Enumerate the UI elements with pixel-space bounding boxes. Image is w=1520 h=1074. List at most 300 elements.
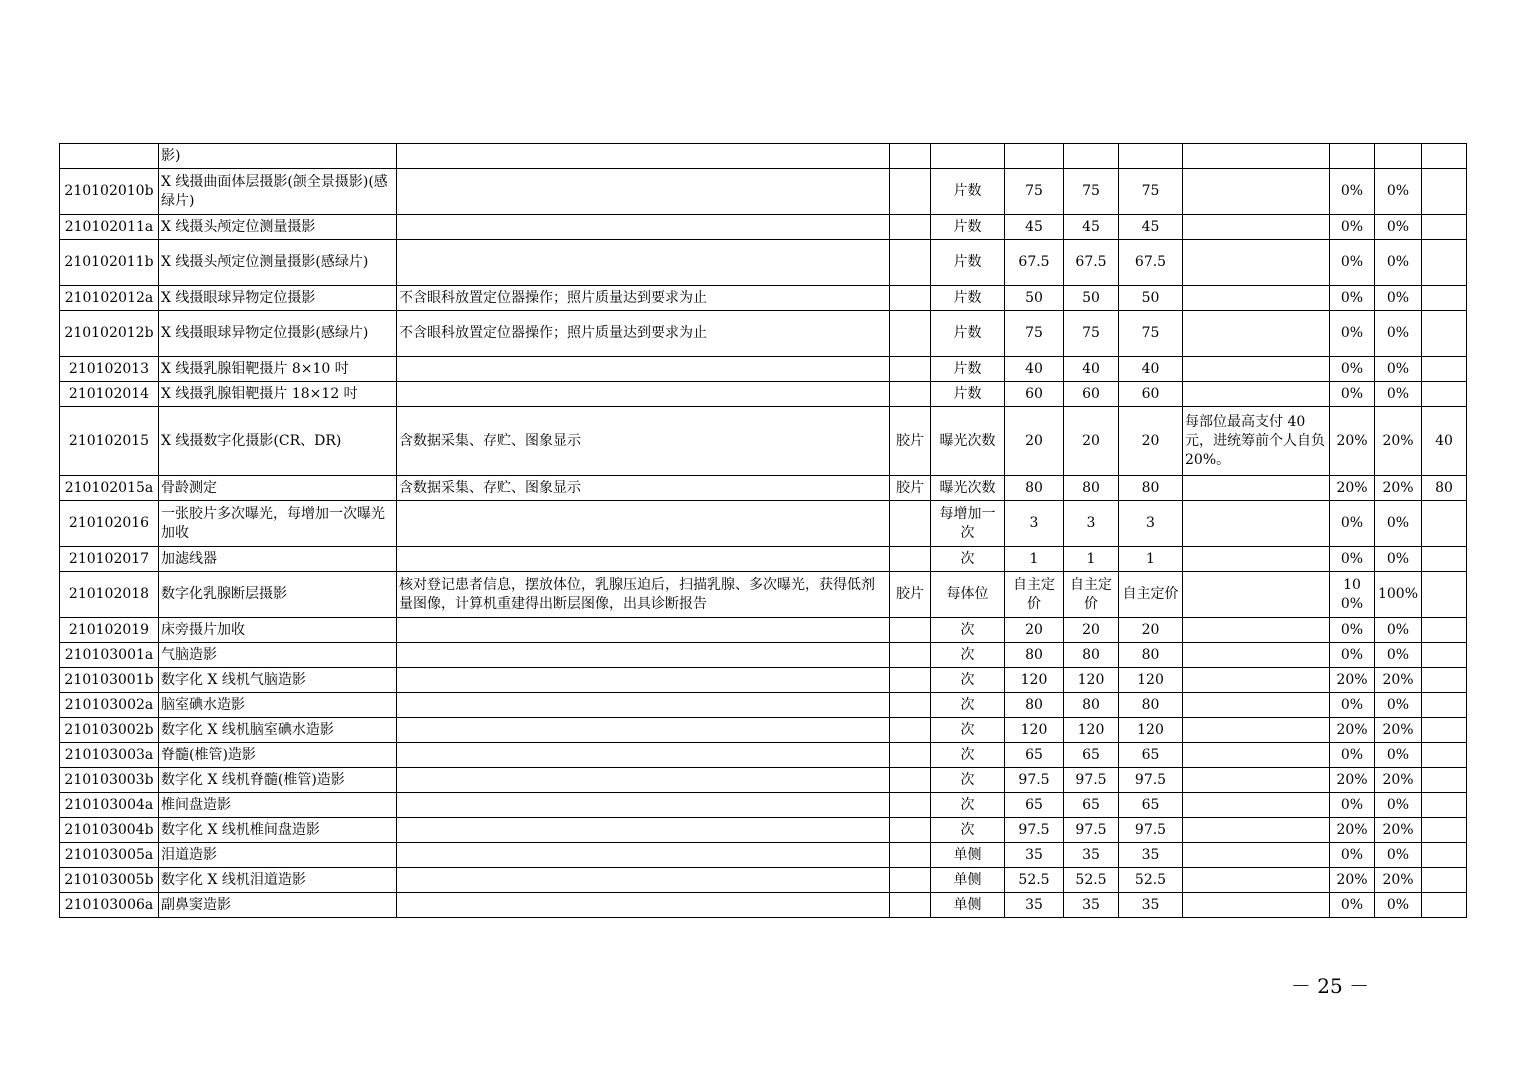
item-code-cell: 210103002a	[60, 693, 159, 718]
table-row	[60, 215, 1467, 240]
price-1-cell: 80	[1005, 643, 1064, 668]
item-name-cell: X 线摄数字化摄影(CR、DR)	[159, 407, 397, 476]
item-note-cell	[1183, 693, 1330, 718]
item-content-cell: 含数据采集、存贮、图象显示	[397, 476, 890, 501]
price-1-cell: 20	[1005, 407, 1064, 476]
item-name-cell: 脊髓(椎管)造影	[159, 743, 397, 768]
item-name-cell: 一张胶片多次曝光，每增加一次曝光加收	[159, 501, 397, 547]
ratio-2-cell: 0%	[1375, 382, 1422, 407]
table-row	[60, 843, 1467, 868]
item-unit-cell: 次	[931, 768, 1005, 793]
item-content-cell	[397, 768, 890, 793]
ratio-2-cell: 0%	[1375, 240, 1422, 286]
table-row	[60, 144, 1467, 169]
ratio-2-cell: 0%	[1375, 357, 1422, 382]
table-row	[60, 643, 1467, 668]
price-2-cell: 120	[1064, 718, 1119, 743]
item-unit-cell: 次	[931, 693, 1005, 718]
limit-cell	[1422, 743, 1467, 768]
table-row	[60, 357, 1467, 382]
item-code-cell: 210102018	[60, 572, 159, 618]
price-3-cell: 1	[1119, 547, 1183, 572]
price-3-cell: 45	[1119, 215, 1183, 240]
item-name-cell: X 线摄头颅定位测量摄影(感绿片)	[159, 240, 397, 286]
limit-cell	[1422, 382, 1467, 407]
price-3-cell: 97.5	[1119, 768, 1183, 793]
price-3-cell: 35	[1119, 893, 1183, 918]
ratio-2-cell: 20%	[1375, 476, 1422, 501]
price-1-cell: 1	[1005, 547, 1064, 572]
ratio-2-cell: 0%	[1375, 693, 1422, 718]
item-content-cell: 含数据采集、存贮、图象显示	[397, 407, 890, 476]
price-2-cell: 120	[1064, 668, 1119, 693]
item-unit-cell: 每体位	[931, 572, 1005, 618]
item-name-cell: 副鼻窦造影	[159, 893, 397, 918]
price-2-cell: 52.5	[1064, 868, 1119, 893]
item-note-cell	[1183, 843, 1330, 868]
item-name-cell: 床旁摄片加收	[159, 618, 397, 643]
item-content-cell	[397, 547, 890, 572]
item-unit-cell: 次	[931, 718, 1005, 743]
ratio-2-cell: 0%	[1375, 169, 1422, 215]
item-note-cell	[1183, 643, 1330, 668]
item-note-cell	[1183, 818, 1330, 843]
item-unit-cell: 次	[931, 668, 1005, 693]
table-row	[60, 618, 1467, 643]
item-note-cell	[1183, 476, 1330, 501]
price-3-cell: 120	[1119, 718, 1183, 743]
item-unit-cell: 次	[931, 743, 1005, 768]
item-exclude-cell	[890, 169, 931, 215]
item-name-cell: 气脑造影	[159, 643, 397, 668]
item-unit-cell: 片数	[931, 169, 1005, 215]
table-row	[60, 240, 1467, 286]
item-code-cell: 210102017	[60, 547, 159, 572]
price-3-cell: 65	[1119, 743, 1183, 768]
item-content-cell: 不含眼科放置定位器操作；照片质量达到要求为止	[397, 311, 890, 357]
item-name-cell: X 线摄乳腺钼靶摄片 8×10 吋	[159, 357, 397, 382]
item-content-cell	[397, 693, 890, 718]
price-1-cell: 35	[1005, 893, 1064, 918]
price-1-cell: 97.5	[1005, 818, 1064, 843]
ratio-2-cell	[1375, 144, 1422, 169]
price-1-cell: 50	[1005, 286, 1064, 311]
ratio-2-cell: 20%	[1375, 868, 1422, 893]
item-content-cell	[397, 357, 890, 382]
limit-cell	[1422, 793, 1467, 818]
ratio-1-cell: 100%	[1330, 572, 1375, 618]
ratio-1-cell: 0%	[1330, 169, 1375, 215]
price-3-cell: 35	[1119, 843, 1183, 868]
item-unit-cell: 每增加一次	[931, 501, 1005, 547]
item-exclude-cell	[890, 215, 931, 240]
item-name-cell: 数字化 X 线机泪道造影	[159, 868, 397, 893]
item-code-cell: 210102015a	[60, 476, 159, 501]
table-row	[60, 572, 1467, 618]
item-exclude-cell	[890, 240, 931, 286]
ratio-1-cell: 0%	[1330, 382, 1375, 407]
table-row	[60, 407, 1467, 476]
price-3-cell: 80	[1119, 693, 1183, 718]
price-2-cell: 80	[1064, 693, 1119, 718]
limit-cell	[1422, 240, 1467, 286]
item-code-cell: 210102012a	[60, 286, 159, 311]
item-content-cell	[397, 893, 890, 918]
price-2-cell: 65	[1064, 793, 1119, 818]
item-name-cell: 泪道造影	[159, 843, 397, 868]
ratio-1-cell: 0%	[1330, 643, 1375, 668]
item-content-cell	[397, 215, 890, 240]
item-unit-cell: 单侧	[931, 843, 1005, 868]
item-content-cell	[397, 240, 890, 286]
item-note-cell	[1183, 793, 1330, 818]
ratio-2-cell: 20%	[1375, 718, 1422, 743]
item-note-cell	[1183, 547, 1330, 572]
price-2-cell: 80	[1064, 476, 1119, 501]
price-1-cell: 120	[1005, 718, 1064, 743]
item-exclude-cell	[890, 743, 931, 768]
item-name-cell: X 线摄曲面体层摄影(颌全景摄影)(感绿片)	[159, 169, 397, 215]
item-code-cell: 210103005b	[60, 868, 159, 893]
ratio-1-cell: 20%	[1330, 818, 1375, 843]
item-note-cell	[1183, 743, 1330, 768]
price-1-cell: 80	[1005, 693, 1064, 718]
item-exclude-cell	[890, 693, 931, 718]
item-code-cell: 210103005a	[60, 843, 159, 868]
item-code-cell: 210102011b	[60, 240, 159, 286]
item-name-cell: 加滤线器	[159, 547, 397, 572]
item-unit-cell: 单侧	[931, 893, 1005, 918]
price-3-cell: 75	[1119, 169, 1183, 215]
ratio-2-cell: 0%	[1375, 215, 1422, 240]
item-code-cell: 210103002b	[60, 718, 159, 743]
price-2-cell: 20	[1064, 618, 1119, 643]
price-1-cell: 65	[1005, 743, 1064, 768]
price-table	[59, 143, 1467, 918]
item-exclude-cell	[890, 618, 931, 643]
limit-cell	[1422, 643, 1467, 668]
price-3-cell: 50	[1119, 286, 1183, 311]
item-content-cell	[397, 793, 890, 818]
item-name-cell: 数字化 X 线机气脑造影	[159, 668, 397, 693]
price-1-cell: 67.5	[1005, 240, 1064, 286]
item-code-cell: 210103003a	[60, 743, 159, 768]
price-2-cell: 67.5	[1064, 240, 1119, 286]
ratio-2-cell: 20%	[1375, 818, 1422, 843]
ratio-1-cell: 0%	[1330, 501, 1375, 547]
ratio-1-cell: 0%	[1330, 286, 1375, 311]
price-2-cell: 75	[1064, 169, 1119, 215]
item-content-cell: 核对登记患者信息，摆放体位，乳腺压迫后，扫描乳腺、多次曝光，获得低剂量图像，计算机重建得出断层图像，出具诊断报告	[397, 572, 890, 618]
item-unit-cell: 次	[931, 547, 1005, 572]
ratio-1-cell: 0%	[1330, 618, 1375, 643]
item-exclude-cell	[890, 843, 931, 868]
ratio-2-cell: 0%	[1375, 286, 1422, 311]
ratio-2-cell: 0%	[1375, 843, 1422, 868]
limit-cell: 40	[1422, 407, 1467, 476]
limit-cell	[1422, 547, 1467, 572]
price-1-cell	[1005, 144, 1064, 169]
price-2-cell: 1	[1064, 547, 1119, 572]
ratio-1-cell: 0%	[1330, 240, 1375, 286]
item-note-cell	[1183, 169, 1330, 215]
item-exclude-cell	[890, 718, 931, 743]
item-name-cell: X 线摄乳腺钼靶摄片 18×12 吋	[159, 382, 397, 407]
item-note-cell	[1183, 311, 1330, 357]
ratio-2-cell: 0%	[1375, 793, 1422, 818]
item-code-cell: 210102013	[60, 357, 159, 382]
ratio-1-cell	[1330, 144, 1375, 169]
item-note-cell	[1183, 768, 1330, 793]
price-3-cell: 97.5	[1119, 818, 1183, 843]
item-note-cell	[1183, 893, 1330, 918]
item-code-cell: 210103004a	[60, 793, 159, 818]
item-name-cell: 椎间盘造影	[159, 793, 397, 818]
ratio-2-cell: 20%	[1375, 668, 1422, 693]
item-unit-cell: 单侧	[931, 868, 1005, 893]
ratio-1-cell: 0%	[1330, 693, 1375, 718]
item-note-cell	[1183, 286, 1330, 311]
ratio-2-cell: 0%	[1375, 547, 1422, 572]
item-code-cell: 210103006a	[60, 893, 159, 918]
table-row	[60, 501, 1467, 547]
price-2-cell: 97.5	[1064, 768, 1119, 793]
price-2-cell: 80	[1064, 643, 1119, 668]
limit-cell	[1422, 311, 1467, 357]
price-1-cell: 75	[1005, 169, 1064, 215]
limit-cell	[1422, 668, 1467, 693]
item-unit-cell: 次	[931, 818, 1005, 843]
ratio-1-cell: 0%	[1330, 743, 1375, 768]
limit-cell	[1422, 286, 1467, 311]
item-note-cell	[1183, 382, 1330, 407]
item-content-cell	[397, 743, 890, 768]
limit-cell	[1422, 843, 1467, 868]
price-2-cell: 75	[1064, 311, 1119, 357]
table-row	[60, 693, 1467, 718]
item-note-cell	[1183, 572, 1330, 618]
item-content-cell	[397, 643, 890, 668]
price-2-cell: 3	[1064, 501, 1119, 547]
item-exclude-cell	[890, 357, 931, 382]
item-content-cell	[397, 818, 890, 843]
price-1-cell: 80	[1005, 476, 1064, 501]
item-exclude-cell	[890, 868, 931, 893]
ratio-2-cell: 0%	[1375, 501, 1422, 547]
item-content-cell	[397, 382, 890, 407]
limit-cell: 80	[1422, 476, 1467, 501]
item-name-cell: X 线摄头颅定位测量摄影	[159, 215, 397, 240]
limit-cell	[1422, 868, 1467, 893]
ratio-1-cell: 0%	[1330, 843, 1375, 868]
item-code-cell: 210102014	[60, 382, 159, 407]
item-unit-cell: 片数	[931, 240, 1005, 286]
item-name-cell: 数字化 X 线机脑室碘水造影	[159, 718, 397, 743]
item-code-cell: 210102016	[60, 501, 159, 547]
price-3-cell: 20	[1119, 618, 1183, 643]
table-row	[60, 818, 1467, 843]
item-exclude-cell	[890, 893, 931, 918]
item-name-cell: 数字化 X 线机椎间盘造影	[159, 818, 397, 843]
ratio-1-cell: 20%	[1330, 768, 1375, 793]
item-code-cell: 210102011a	[60, 215, 159, 240]
price-1-cell: 65	[1005, 793, 1064, 818]
item-content-cell	[397, 843, 890, 868]
item-note-cell	[1183, 868, 1330, 893]
item-note-cell	[1183, 718, 1330, 743]
item-note-cell	[1183, 240, 1330, 286]
price-3-cell: 自主定价	[1119, 572, 1183, 618]
price-3-cell: 52.5	[1119, 868, 1183, 893]
ratio-1-cell: 20%	[1330, 668, 1375, 693]
limit-cell	[1422, 718, 1467, 743]
item-content-cell	[397, 501, 890, 547]
price-1-cell: 75	[1005, 311, 1064, 357]
ratio-1-cell: 20%	[1330, 407, 1375, 476]
item-name-cell: 影)	[159, 144, 397, 169]
item-note-cell: 每部位最高支付 40 元，进统筹前个人自负 20%。	[1183, 407, 1330, 476]
item-code-cell: 210103001b	[60, 668, 159, 693]
ratio-1-cell: 0%	[1330, 357, 1375, 382]
table-row	[60, 793, 1467, 818]
limit-cell	[1422, 572, 1467, 618]
price-3-cell: 3	[1119, 501, 1183, 547]
item-code-cell: 210103003b	[60, 768, 159, 793]
limit-cell	[1422, 169, 1467, 215]
table-row	[60, 718, 1467, 743]
item-name-cell: 数字化乳腺断层摄影	[159, 572, 397, 618]
ratio-1-cell: 0%	[1330, 893, 1375, 918]
limit-cell	[1422, 144, 1467, 169]
item-code-cell	[60, 144, 159, 169]
ratio-2-cell: 0%	[1375, 893, 1422, 918]
page-number: － 25 －	[1290, 974, 1370, 998]
item-note-cell	[1183, 501, 1330, 547]
table-row	[60, 382, 1467, 407]
ratio-1-cell: 0%	[1330, 547, 1375, 572]
limit-cell	[1422, 357, 1467, 382]
price-3-cell: 20	[1119, 407, 1183, 476]
price-2-cell: 自主定价	[1064, 572, 1119, 618]
item-exclude-cell	[890, 818, 931, 843]
item-unit-cell: 次	[931, 793, 1005, 818]
ratio-1-cell: 20%	[1330, 868, 1375, 893]
price-2-cell: 50	[1064, 286, 1119, 311]
price-1-cell: 20	[1005, 618, 1064, 643]
ratio-1-cell: 20%	[1330, 718, 1375, 743]
item-code-cell: 210102015	[60, 407, 159, 476]
ratio-1-cell: 0%	[1330, 215, 1375, 240]
item-exclude-cell	[890, 643, 931, 668]
table-row	[60, 768, 1467, 793]
item-unit-cell: 曝光次数	[931, 407, 1005, 476]
table-row	[60, 893, 1467, 918]
item-content-cell	[397, 668, 890, 693]
ratio-1-cell: 0%	[1330, 311, 1375, 357]
table-row	[60, 476, 1467, 501]
table-row	[60, 868, 1467, 893]
item-unit-cell: 片数	[931, 382, 1005, 407]
item-exclude-cell: 胶片	[890, 572, 931, 618]
limit-cell	[1422, 501, 1467, 547]
price-3-cell: 60	[1119, 382, 1183, 407]
item-content-cell: 不含眼科放置定位器操作；照片质量达到要求为止	[397, 286, 890, 311]
item-note-cell	[1183, 215, 1330, 240]
table-row	[60, 743, 1467, 768]
price-3-cell: 65	[1119, 793, 1183, 818]
price-1-cell: 52.5	[1005, 868, 1064, 893]
item-exclude-cell	[890, 286, 931, 311]
item-content-cell	[397, 144, 890, 169]
price-1-cell: 3	[1005, 501, 1064, 547]
item-name-cell: 骨龄测定	[159, 476, 397, 501]
item-unit-cell: 片数	[931, 215, 1005, 240]
item-note-cell	[1183, 144, 1330, 169]
ratio-2-cell: 0%	[1375, 643, 1422, 668]
price-3-cell: 75	[1119, 311, 1183, 357]
price-3-cell: 40	[1119, 357, 1183, 382]
item-unit-cell: 曝光次数	[931, 476, 1005, 501]
price-2-cell: 35	[1064, 843, 1119, 868]
item-exclude-cell	[890, 382, 931, 407]
ratio-2-cell: 0%	[1375, 618, 1422, 643]
price-2-cell	[1064, 144, 1119, 169]
item-unit-cell	[931, 144, 1005, 169]
item-name-cell: X 线摄眼球异物定位摄影(感绿片)	[159, 311, 397, 357]
price-3-cell: 120	[1119, 668, 1183, 693]
item-unit-cell: 片数	[931, 311, 1005, 357]
item-unit-cell: 片数	[931, 357, 1005, 382]
price-2-cell: 97.5	[1064, 818, 1119, 843]
ratio-2-cell: 0%	[1375, 743, 1422, 768]
item-unit-cell: 次	[931, 618, 1005, 643]
item-note-cell	[1183, 618, 1330, 643]
price-1-cell: 60	[1005, 382, 1064, 407]
item-code-cell: 210102019	[60, 618, 159, 643]
item-exclude-cell	[890, 501, 931, 547]
limit-cell	[1422, 768, 1467, 793]
price-2-cell: 20	[1064, 407, 1119, 476]
item-code-cell: 210103004b	[60, 818, 159, 843]
item-exclude-cell	[890, 768, 931, 793]
limit-cell	[1422, 215, 1467, 240]
item-name-cell: 脑室碘水造影	[159, 693, 397, 718]
item-note-cell	[1183, 668, 1330, 693]
item-code-cell: 210102012b	[60, 311, 159, 357]
price-3-cell: 67.5	[1119, 240, 1183, 286]
price-3-cell	[1119, 144, 1183, 169]
price-1-cell: 97.5	[1005, 768, 1064, 793]
ratio-2-cell: 0%	[1375, 311, 1422, 357]
ratio-1-cell: 0%	[1330, 793, 1375, 818]
item-content-cell	[397, 618, 890, 643]
item-exclude-cell	[890, 144, 931, 169]
ratio-2-cell: 20%	[1375, 768, 1422, 793]
item-name-cell: 数字化 X 线机脊髓(椎管)造影	[159, 768, 397, 793]
item-content-cell	[397, 868, 890, 893]
table-row	[60, 547, 1467, 572]
price-2-cell: 45	[1064, 215, 1119, 240]
item-exclude-cell: 胶片	[890, 407, 931, 476]
limit-cell	[1422, 618, 1467, 643]
item-exclude-cell: 胶片	[890, 476, 931, 501]
price-3-cell: 80	[1119, 476, 1183, 501]
item-code-cell: 210103001a	[60, 643, 159, 668]
price-3-cell: 80	[1119, 643, 1183, 668]
item-code-cell: 210102010b	[60, 169, 159, 215]
table-row	[60, 169, 1467, 215]
ratio-1-cell: 20%	[1330, 476, 1375, 501]
